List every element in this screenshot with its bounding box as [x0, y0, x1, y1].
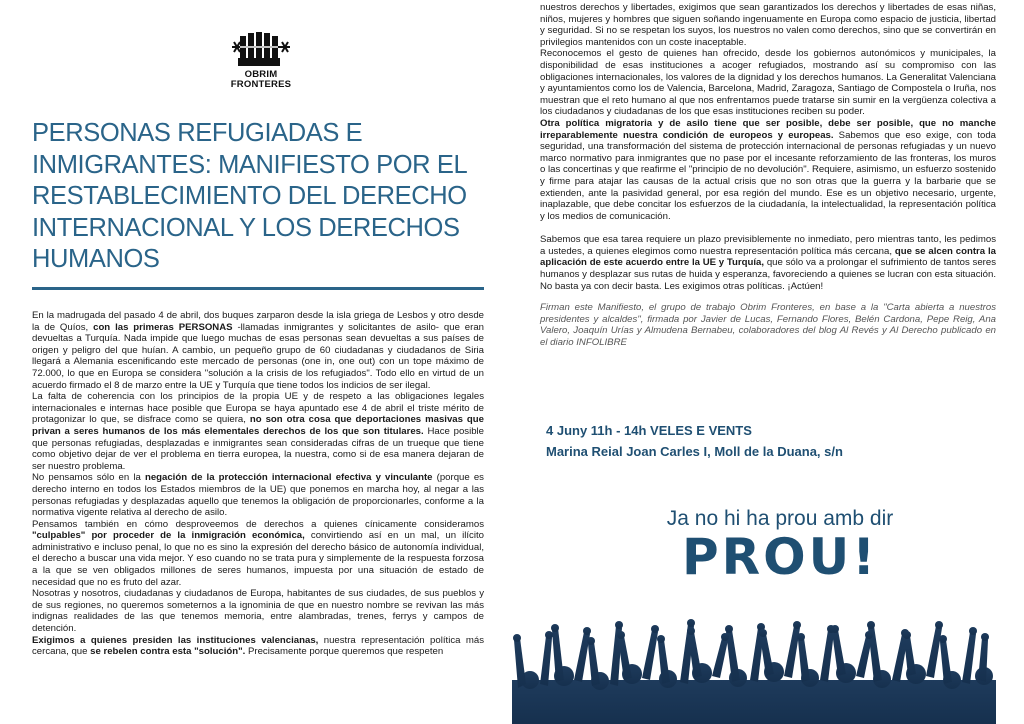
slogan: Ja no hi ha prou amb dir: [666, 507, 894, 530]
paragraph: Nosotras y nosotros, ciudadanas y ciudadanos de Europa, habitantes de sus ciudades, de sus pueblos y de sus regiones, no queremos someternos a la ignominia de que en nuestro nombre se revivan las más indignas realidades de las que tenemos memoria, entre alambradas, trenes, ferrys y campos de detención.: [32, 588, 484, 635]
crowd-silhouette-icon: [512, 618, 996, 724]
prou-headline: PROU!: [681, 528, 879, 586]
paragraph: No pensamos sólo en la negación de la protección internacional efectiva y vinculante (porque es derecho interno en todos los Estados miembros de la UE) que ponemos en marcha hoy, al negar a las personas refugiadas y desplazadas aquello que tenemos la obligación de proporcionarles, conforme a la normativa vigente relativa al derecho de asilo.: [32, 472, 484, 519]
paragraph: Sabemos que esa tarea requiere un plazo previsiblemente no inmediato, pero mientras tanto, les pedimos a ustedes, a quienes elegimos como nuestra representación política más cercana, que se alcen contra la aplicación de este acuerdo entre la UE y Turquía, que sólo va a prolongar el sufrimiento de tantos seres humanos y desplazar sus rutas de huida y esperanza, favoreciendo a quienes se lucran con esta situación. No basta ya con decir basta. Les exigimos otras políticas. ¡Actúen!: [540, 234, 997, 292]
logo-line-1: OBRIM: [244, 69, 278, 80]
event-info: [546, 420, 986, 462]
left-page: [32, 0, 484, 724]
event-date-venue: 4 Juny 11h - 14h VELES E VENTS: [546, 423, 752, 438]
right-body-text: [540, 2, 996, 349]
signature-note: Firman este Manifiesto, el grupo de trabajo Obrim Fronteres, en base a la "Carta abierta a nuestros presidentes y alcaldes", firmada por Javier de Lucas, Fernando Flores, Belén Cardona, Pepe Reig, Ana Valero, Joaquín Urías y Almudena Bernabeu, colaboradores del blog Al Revés y Al Derecho publicado en el diario INFOLIBRE: [540, 302, 996, 349]
paragraph: nuestros derechos y libertades, exigimos que sean garantizados los derechos y libertades de esas niñas, niños, mujeres y hombres que siguen soñando ingenuamente en Europa como espacio de justicia, libertad y seguridad. Si no se respetan los suyos, los nuestros no valen como derechos, sino que se convertirán en privilegios mantenidos con un coste inaceptable.: [540, 2, 996, 48]
paragraph: Exigimos a quienes presiden las instituciones valencianas, nuestra representación política más cercana, que se rebelen contra esta "solución". Precisamente porque queremos que respeten: [32, 634, 484, 658]
paragraph: Reconocemos el gesto de quienes han ofrecido, desde los gobiernos autonómicos y municipales, la disponibilidad de esas instituciones a acoger refugiados, mostrando así su compromiso con las obligaciones internacionales, los valores de la dignidad y los derechos humanos. La Generalitat Valenciana y ayuntamientos como los de Valencia, Barcelona, Madrid, Zaragoza, Santiago de Compostela o Iruña, nos muestran que el reto humano al que nos enfrentamos puede tratarse sin sumir en la vergüenza colectiva a los ciudadanos y ciudadanas de los que esas instituciones reciben su poder.: [540, 48, 996, 118]
paragraph: En la madrugada del pasado 4 de abril, dos buques zarparon desde la isla griega de Lesbos y otro desde la de Quíos, con las primeras PERSONAS -llamadas inmigrantes y solicitantes de asilo- que eran devueltas a Turquía. Nada impide que luego muchas de esas personas sean devueltas a sus países de origen y peligro del que huían. A cambio, un pequeño grupo de 60 ciudadanas y ciudadanos de Siria llegará a Alemania escenificando este mercado de personas (one in, one out) con un tope máximo de 72.000, lo que en Europa se considera "solución a la crisis de los refugiados". Todo ello en virtud de un acuerdo firmado el 8 de marzo entre la UE y Turquía que tiene todos los indicios de ser ilegal.: [32, 310, 485, 391]
right-page: [540, 0, 996, 724]
barbed-wire-hands-icon: [232, 30, 290, 70]
logo-line-2: FRONTERES: [230, 79, 292, 90]
event-address: Marina Reial Joan Carles I, Moll de la Duana, s/n: [546, 444, 843, 459]
paragraph: La falta de coherencia con los principios de la propia UE y de respeto a las obligaciones legales internacionales e internas hace posible que Europa se haya apuntado ese 4 de abril el triste mérito de protagonizar lo que, se disfrace como se quiera, no son otra cosa que deportaciones masivas que privan a seres humanos de los más elementales derechos de los que son titulares. Hace posible que personas refugiadas, desplazadas e inmigrantes sean consideradas cifras de un trueque que tiene como objetivo dejar de ver el problema en tierra europea, la nuestra, como si de esa manera dejaran de ser nuestro problema.: [32, 391, 485, 472]
title-divider: [32, 287, 484, 290]
obrim-fronteres-logo: [226, 30, 296, 96]
paragraph: Otra política migratoria y de asilo tiene que ser posible, debe ser posible, que no manche irreparablemente nuestra condición de europeos y europeas. Sabemos que eso exige, con toda seguridad, una transformación del sistema de protección internacional de personas refugiadas y un nuevo marco normativo para inmigrantes que no pase por el incesante reforzamiento de las fronteras, los muros o las concertinas y que reafirme el "principio de no devolución". Requiere, asimismo, un esfuerzo sostenido y firme para atajar las causas de la actual crisis que no son otras que la guerra y la barbarie que se extienden, ante la pasividad general, por esa región del mundo. Ese es un objetivo necesario, urgente, inaplazable, que debe concitar los esfuerzos de la ciudadanía, la intelectualidad, la representación política y los medios de comunicación.: [540, 117, 996, 222]
left-body-text: [32, 310, 484, 658]
manifesto-title: PERSONAS REFUGIADAS E INMIGRANTES: MANIFIESTO POR EL RESTABLECIMIENTO DEL DERECHO INTERNACIONAL Y LOS DERECHOS HUMANOS: [32, 119, 467, 273]
paragraph: Pensamos también en cómo desproveemos de derechos a quienes cínicamente consideramos "culpables" por proceder de la inmigración económica, convirtiendo así en un mal, un ilícito administrativo e incluso penal, lo que no es sino la expresión del derecho básico de autonomía individual, el derecho a buscar una vida mejor. Y eso cuando no se trata pura y simplemente de la respuesta forzosa a la que se ven obligados millones de seres humanos, impuesta por una situación de estado de necesidad que no es fruto del azar.: [32, 518, 484, 588]
